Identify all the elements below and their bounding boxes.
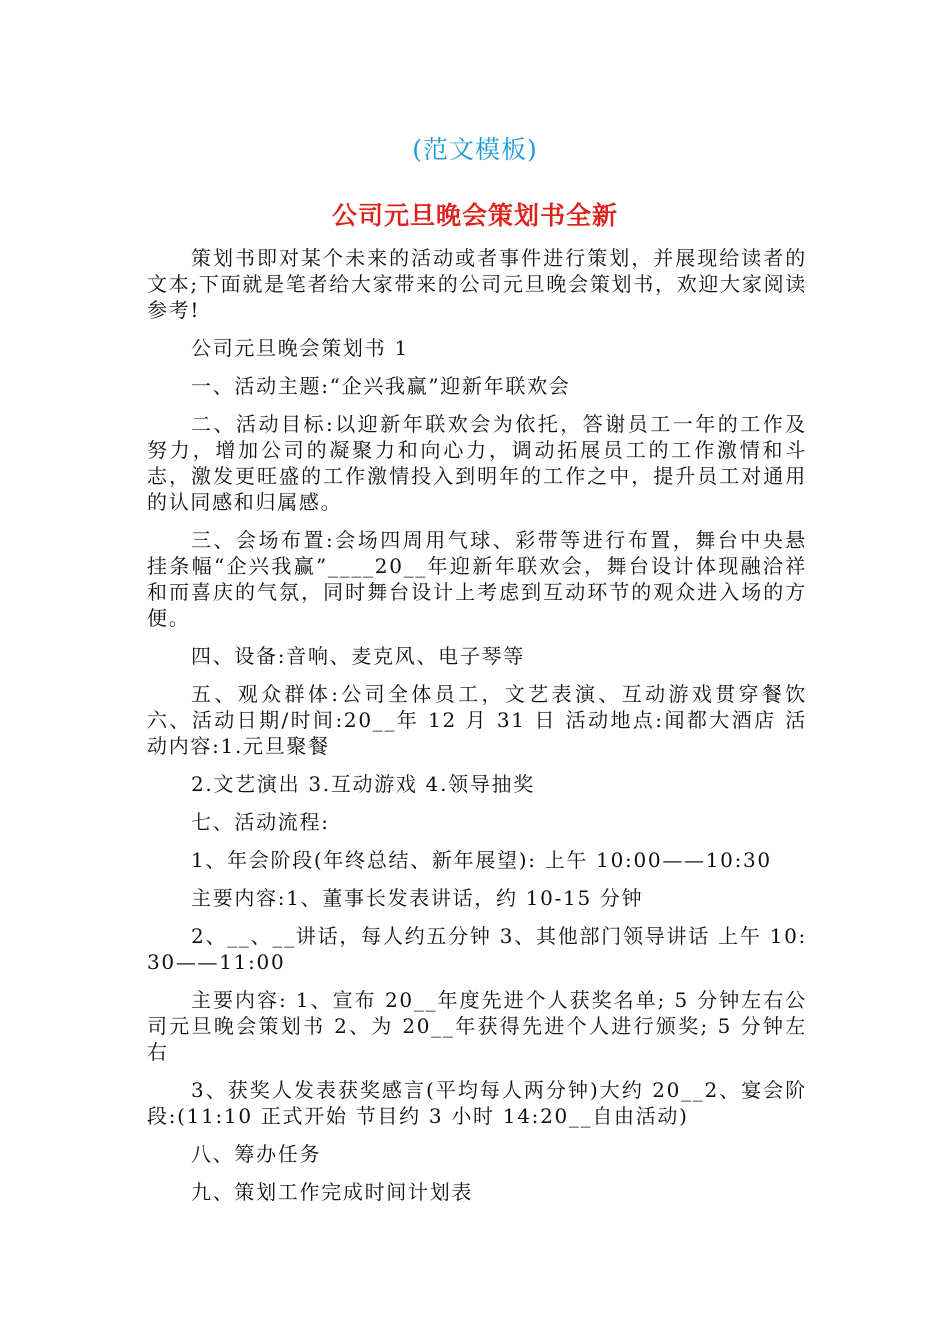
process-step-3: 3、获奖人发表获奖感言(平均每人两分钟)大约 20__2、宴会阶段:(11:10 正式开始 节目约 3 小时 14:20__自由活动) bbox=[147, 1078, 807, 1128]
section-audience-date: 五、观众群体:公司全体员工，文艺表演、互动游戏贯穿餐饮六、活动日期/时间:20__年 12 月 31 日 活动地点:闻都大酒店 活动内容:1.元旦聚餐 bbox=[147, 682, 807, 758]
template-tag: (范文模板) bbox=[412, 135, 538, 164]
section-schedule: 九、策划工作完成时间计划表 bbox=[191, 1180, 474, 1204]
process-step-2: 2、__、__讲话，每人约五分钟 3、其他部门领导讲话 上午 10:30——11:00 bbox=[147, 924, 807, 974]
document-body bbox=[147, 245, 807, 1217]
process-content-1: 主要内容:1、董事长发表讲话，约 10-15 分钟 bbox=[191, 886, 644, 910]
section-tasks: 八、筹办任务 bbox=[191, 1142, 322, 1166]
section-theme: 一、活动主题:“企兴我赢”迎新年联欢会 bbox=[191, 374, 571, 398]
section-venue-layout: 三、会场布置:会场四周用气球、彩带等进行布置，舞台中央悬挂条幅“企兴我赢”____20__年迎新年联欢会，舞台设计体现融洽祥和而喜庆的气氛，同时舞台设计上考虑到互动环节的观众进入场的方便。 bbox=[147, 528, 807, 630]
process-content-2: 主要内容: 1、宣布 20__年度先进个人获奖名单; 5 分钟左右公司元旦晚会策划书 2、为 20__年获得先进个人进行颁奖; 5 分钟左右 bbox=[147, 988, 807, 1064]
section-goals: 二、活动目标:以迎新年联欢会为依托，答谢员工一年的工作及努力，增加公司的凝聚力和向心力，调动拓展员工的工作激情和斗志，激发更旺盛的工作激情投入到明年的工作之中，提升员工对通用的认同感和归属感。 bbox=[147, 412, 807, 514]
document-title: 公司元旦晚会策划书全新 bbox=[331, 201, 618, 230]
activity-content-list: 2.文艺演出 3.互动游戏 4.领导抽奖 bbox=[191, 772, 535, 796]
section-equipment: 四、设备:音响、麦克风、电子琴等 bbox=[191, 644, 525, 668]
plan-heading: 公司元旦晚会策划书 1 bbox=[191, 336, 409, 360]
intro-paragraph: 策划书即对某个未来的活动或者事件进行策划，并展现给读者的文本;下面就是笔者给大家带来的公司元旦晚会策划书，欢迎大家阅读参考! bbox=[147, 246, 807, 322]
process-step-1: 1、年会阶段(年终总结、新年展望): 上午 10:00——10:30 bbox=[191, 848, 772, 872]
section-process: 七、活动流程: bbox=[191, 810, 330, 834]
